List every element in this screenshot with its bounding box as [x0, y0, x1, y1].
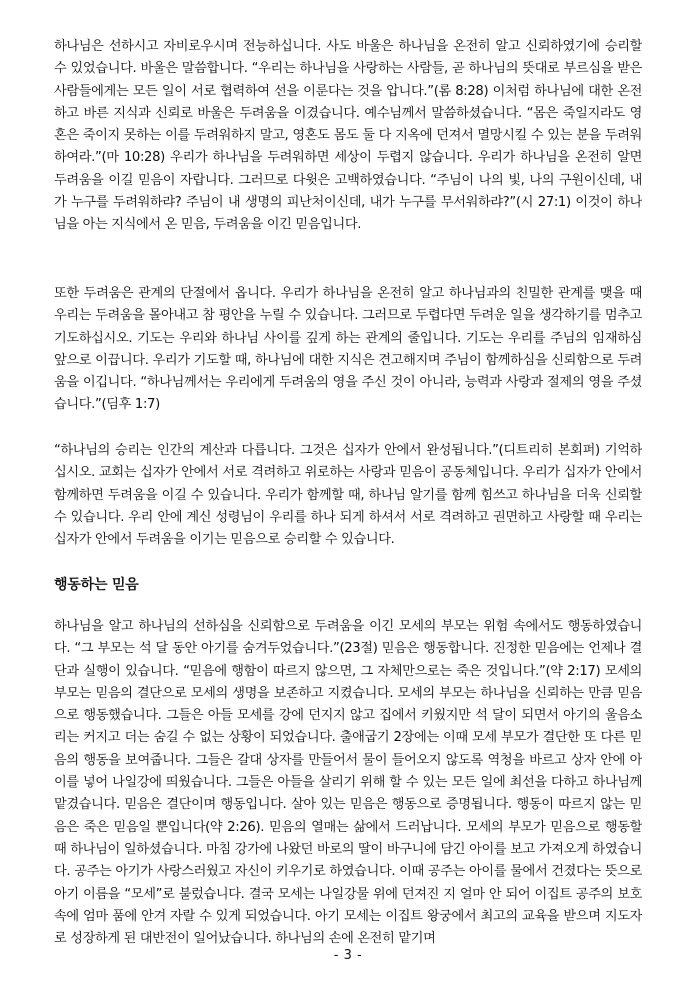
page-number: - 3 -	[333, 948, 363, 963]
paragraph: “하나님의 승리는 인간의 계산과 다릅니다. 그것은 십자가 안에서 완성됩니다.”(디트리히 본회퍼) 기억하십시오. 교회는 십자가 안에서 서로 격려하고 위로하는 사랑과 믿음이 공동체입니다. 우리가 십자가 안에서 함께하면 두려움을 이길 수 있습니다. 우리가 함께할 때, 하나님 알기를 함께 힘쓰고 하나님을 더욱 신뢰할 수 있습니다. 우리 안에 계신 성령님이 우리를 하나 되게 하셔서 서로 격려하고 권면하고 사랑할 때 우리는 십자가 안에서 두려움을 이기는 믿음으로 승리할 수 있습니다.	[54, 443, 642, 548]
paragraph: 하나님은 선하시고 자비로우시며 전능하십니다. 사도 바울은 하나님을 온전히 알고 신뢰하였기에 승리할 수 있었습니다. 바울은 말씀합니다. “우리는 하나님을 사랑하는 사람들, 곧 하나님의 뜻대로 부르심을 받은 사람들에게는 모든 일이 서로 협력하여 선을 이룬다는 것을 압니다.”(롬 8:28) 이처럼 하나님에 대한 온전하고 바른 지식과 신뢰로 바울은 두려움을 이겼습니다. 예수님께서 말씀하셨습니다. “몸은 죽일지라도 영혼은 죽이지 못하는 이를 두려워하지 말고, 영혼도 몸도 둘 다 지옥에 던져서 멸망시킬 수 있는 분을 두려워하여라.”(마 10:28) 우리가 하나님을 두려워하면 세상이 두렵지 않습니다. 우리가 하나님을 온전히 알면 두려움을 이길 믿음이 자랍니다. 그러므로 다윗은 고백하였습니다. “주님이 나의 빛, 나의 구원이신데, 내가 누구를 두려워하랴? 주님이 내 생명의 피난처이신데, 내가 누구를 무서워하랴?”(시 27:1) 이것이 하나님을 아는 지식에서 온 믿음, 두려움을 이긴 믿음입니다.	[54, 39, 642, 233]
section-heading: 행동하는 믿음	[54, 577, 139, 593]
paragraph: 또한 두려움은 관계의 단절에서 옵니다. 우리가 하나님을 온전히 알고 하나님과의 친밀한 관계를 맺을 때 우리는 두려움을 몰아내고 참 평안을 누릴 수 있습니다. 그러므로 두렵다면 두려운 일을 생각하기를 멈추고 기도하십시오. 기도는 우리와 하나님 사이를 깊게 하는 관계의 줄입니다. 기도는 우리를 주님의 임재하심 앞으로 이끕니다. 우리가 기도할 때, 하나님에 대한 지식은 견고해지며 주님이 함께하심을 신뢰함으로 두려움을 이깁니다. “하나님께서는 우리에게 두려움의 영을 주신 것이 아니라, 능력과 사랑과 절제의 영을 주셨습니다.”(딤후 1:7)	[54, 286, 642, 413]
paragraph: 하나님을 알고 하나님의 선하심을 신뢰함으로 두려움을 이긴 모세의 부모는 위험 속에서도 행동하였습니다. “그 부모는 석 달 동안 아기를 숨겨두었습니다.”(23절) 믿음은 행동합니다. 진정한 믿음에는 언제나 결단과 실행이 있습니다. “믿음에 행함이 따르지 않으면, 그 자체만으로는 죽은 것입니다.”(약 2:17) 모세의 부모는 믿음의 결단으로 모세의 생명을 보존하고 지켰습니다. 모세의 부모는 하나님을 신뢰하는 만큼 믿음으로 행동했습니다. 그들은 아들 모세를 강에 던지지 않고 집에서 키웠지만 석 달이 되면서 아기의 울음소리는 커지고 더는 숨길 수 없는 상황이 되었습니다. 출애굽기 2장에는 이때 모세 부모가 결단한 또 다른 믿음의 행동을 보여줍니다. 그들은 갈대 상자를 만들어서 물이 들어오지 않도록 역청을 바르고 상자 안에 아이를 넣어 나일강에 띄웠습니다. 그들은 아들을 살리기 위해 할 수 있는 모든 일에 최선을 다하고 하나님께 맡겼습니다. 믿음은 결단이며 행동입니다. 살아 있는 믿음은 행동으로 증명됩니다. 행동이 따르지 않는 믿음은 죽은 믿음일 뿐입니다(약 2:26). 믿음의 열매는 삶에서 드러납니다. 모세의 부모가 믿음으로 행동할 때 하나님이 일하셨습니다. 마침 강가에 나왔던 바로의 딸이 바구니에 담긴 아이를 보고 가져오게 하였습니다. 공주는 아기가 사랑스러웠고 자신이 키우기로 하였습니다. 이때 공주는 아이를 물에서 건졌다는 뜻으로 아기 이름을 “모세”로 불렀습니다. 결국 모세는 나일강물 위에 던져진 지 얼마 안 되어 이집트 공주의 보호 속에 엄마 품에 안겨 자랄 수 있게 되었습니다. 아기 모세는 이집트 왕궁에서 최고의 교육을 받으며 지도자로 성장하게 된 대반전이 일어났습니다. 하나님의 손에 온전히 맡기며	[54, 619, 642, 947]
document-body	[54, 36, 642, 974]
